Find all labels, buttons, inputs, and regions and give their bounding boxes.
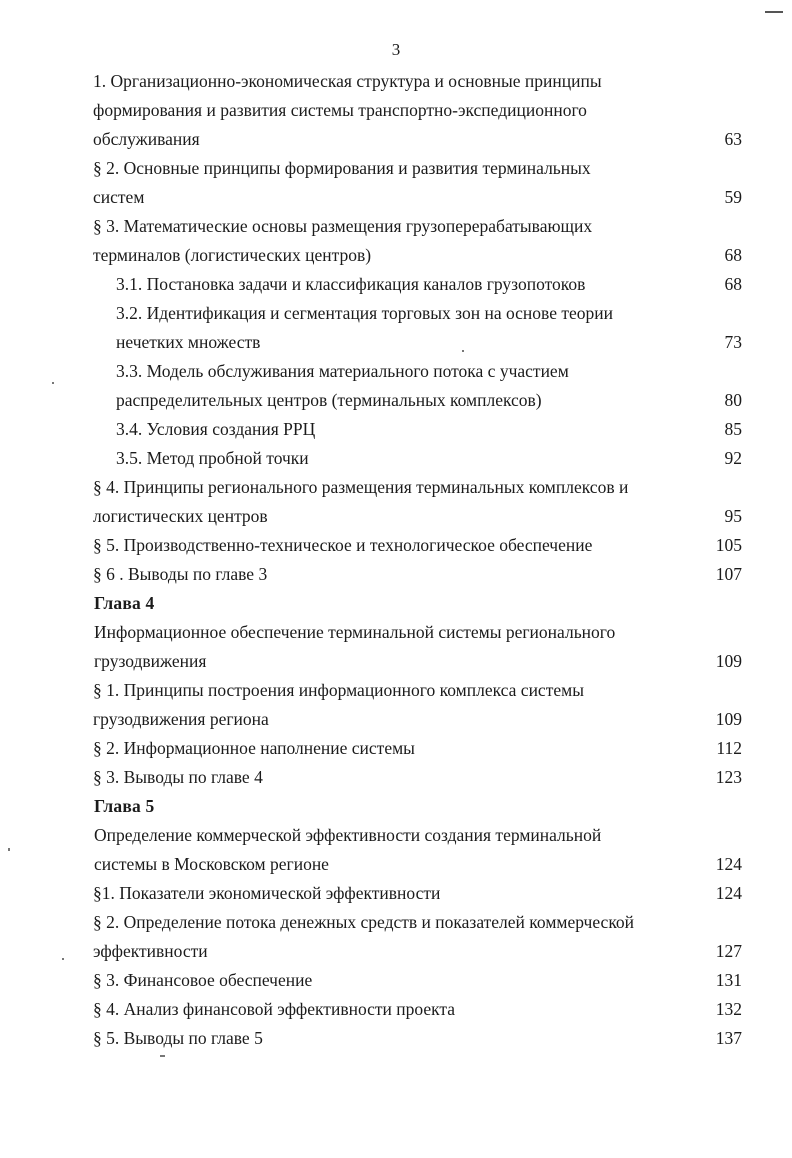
toc-line — [0, 67, 792, 96]
toc-section-entry — [0, 67, 792, 154]
toc-entry-text: грузодвижения региона — [93, 709, 269, 729]
toc-line — [0, 850, 792, 879]
toc-chapter-entry — [0, 618, 792, 676]
toc-line — [0, 415, 792, 444]
toc-entry-text: § 2. Информационное наполнение системы — [93, 738, 415, 758]
toc-entry-text: § 1. Принципы построения информационного комплекса системы — [93, 680, 584, 700]
toc-line — [0, 589, 792, 618]
toc-line — [0, 183, 792, 212]
toc-line — [0, 734, 792, 763]
toc-section-entry — [0, 995, 792, 1024]
toc-entry-text: § 5. Выводы по главе 5 — [93, 1028, 263, 1048]
toc-entry-text: Определение коммерческой эффективности создания терминальной — [94, 825, 602, 845]
toc-subsection-entry — [0, 357, 792, 415]
toc-entry-text: логистических центров — [93, 506, 268, 526]
toc-entry-text: 1. Организационно-экономическая структура и основные принципы — [93, 71, 602, 91]
toc-line — [0, 154, 792, 183]
page-number: 3 — [391, 40, 401, 59]
toc-line — [0, 444, 792, 473]
toc-line — [0, 299, 792, 328]
toc-line — [0, 560, 792, 589]
toc-section-entry — [0, 908, 792, 966]
toc-entry-text: системы в Московском регионе — [94, 854, 329, 874]
table-of-contents — [0, 67, 792, 1053]
toc-page-number: 137 — [715, 1028, 742, 1048]
toc-line — [0, 328, 792, 357]
toc-line — [0, 647, 792, 676]
toc-section-entry — [0, 763, 792, 792]
toc-subsection-entry — [0, 270, 792, 299]
toc-entry-text: терминалов (логистических центров) — [93, 245, 372, 265]
toc-entry-text: обслуживания — [93, 129, 200, 149]
toc-entry-text: § 3. Финансовое обеспечение — [93, 970, 313, 990]
toc-line — [0, 241, 792, 270]
toc-page-number: 123 — [715, 767, 742, 787]
toc-entry-text: 3.3. Модель обслуживания материального потока с участием — [116, 361, 569, 381]
scan-speck — [160, 1055, 165, 1057]
toc-page-number: 127 — [715, 941, 742, 961]
toc-section-entry — [0, 154, 792, 212]
toc-line — [0, 879, 792, 908]
toc-entry-text: грузодвижения — [94, 651, 207, 671]
toc-entry-text: § 4. Анализ финансовой эффективности проекта — [93, 999, 456, 1019]
toc-page-number: 95 — [724, 506, 742, 526]
toc-subsection-entry — [0, 299, 792, 357]
toc-page-number: 68 — [724, 274, 742, 294]
toc-page-number: 109 — [715, 651, 742, 671]
toc-page-number: 68 — [724, 245, 742, 265]
scan-speck — [462, 350, 464, 352]
toc-page-number: 63 — [724, 129, 742, 149]
toc-entry-text: эффективности — [93, 941, 208, 961]
toc-entry-text: §1. Показатели экономической эффективности — [93, 883, 441, 903]
toc-entry-text: § 4. Принципы регионального размещения терминальных комплексов и — [93, 477, 629, 497]
toc-page-number: 107 — [715, 564, 742, 584]
toc-chapter-entry — [0, 821, 792, 879]
toc-line — [0, 821, 792, 850]
toc-line — [0, 473, 792, 502]
toc-line — [0, 502, 792, 531]
toc-line — [0, 763, 792, 792]
scan-speck — [52, 382, 54, 384]
toc-entry-text: 3.1. Постановка задачи и классификация каналов грузопотоков — [116, 274, 586, 294]
scan-speck — [8, 848, 10, 851]
toc-section-entry — [0, 966, 792, 995]
toc-section-entry — [0, 676, 792, 734]
toc-page-number: 92 — [724, 448, 742, 468]
toc-line — [0, 212, 792, 241]
toc-page-number: 80 — [724, 390, 742, 410]
toc-section-entry — [0, 734, 792, 763]
scan-speck — [62, 958, 64, 960]
toc-line — [0, 531, 792, 560]
toc-entry-text: нечетких множеств — [116, 332, 261, 352]
toc-page-number: 73 — [724, 332, 742, 352]
toc-entry-text: Глава 5 — [94, 796, 155, 816]
toc-section-entry — [0, 473, 792, 531]
toc-line — [0, 676, 792, 705]
toc-line — [0, 937, 792, 966]
toc-chapter-entry — [0, 792, 792, 821]
toc-line — [0, 270, 792, 299]
toc-line — [0, 125, 792, 154]
toc-line — [0, 96, 792, 125]
toc-entry-text: § 3. Выводы по главе 4 — [93, 767, 263, 787]
toc-line — [0, 618, 792, 647]
toc-line — [0, 908, 792, 937]
toc-line — [0, 995, 792, 1024]
toc-line — [0, 357, 792, 386]
toc-page-number: 85 — [724, 419, 742, 439]
toc-page-number: 124 — [715, 854, 742, 874]
toc-section-entry — [0, 531, 792, 560]
toc-entry-text: § 6 . Выводы по главе 3 — [93, 564, 268, 584]
toc-entry-text: Информационное обеспечение терминальной системы регионального — [94, 622, 616, 642]
toc-entry-text: формирования и развития системы транспортно-экспедиционного — [93, 100, 587, 120]
toc-section-entry — [0, 560, 792, 589]
toc-line — [0, 386, 792, 415]
toc-entry-text: Глава 4 — [94, 593, 155, 613]
toc-entry-text: 3.4. Условия создания РРЦ — [116, 419, 316, 439]
toc-page-number: 105 — [715, 535, 742, 555]
toc-entry-text: 3.5. Метод пробной точки — [116, 448, 309, 468]
toc-line — [0, 792, 792, 821]
toc-subsection-entry — [0, 444, 792, 473]
toc-section-entry — [0, 879, 792, 908]
toc-line — [0, 705, 792, 734]
toc-section-entry — [0, 1024, 792, 1053]
toc-entry-text: 3.2. Идентификация и сегментация торговых зон на основе теории — [116, 303, 613, 323]
toc-page-number: 59 — [724, 187, 742, 207]
scan-corner-mark — [765, 11, 783, 13]
toc-section-entry — [0, 212, 792, 270]
toc-entry-text: § 2. Основные принципы формирования и развития терминальных — [93, 158, 591, 178]
toc-subsection-entry — [0, 415, 792, 444]
toc-line — [0, 1024, 792, 1053]
toc-entry-text: систем — [93, 187, 145, 207]
toc-entry-text: распределительных центров (терминальных комплексов) — [116, 390, 542, 410]
toc-line — [0, 966, 792, 995]
toc-page-number: 109 — [715, 709, 742, 729]
toc-entry-text: § 2. Определение потока денежных средств и показателей коммерческой — [93, 912, 635, 932]
toc-entry-text: § 3. Математические основы размещения грузоперерабатывающих — [93, 216, 593, 236]
toc-page-number: 124 — [715, 883, 742, 903]
toc-chapter-entry — [0, 589, 792, 618]
toc-page-number: 132 — [715, 999, 742, 1019]
toc-page-number: 112 — [716, 738, 742, 758]
toc-entry-text: § 5. Производственно-техническое и технологическое обеспечение — [93, 535, 593, 555]
toc-page-number: 131 — [715, 970, 742, 990]
